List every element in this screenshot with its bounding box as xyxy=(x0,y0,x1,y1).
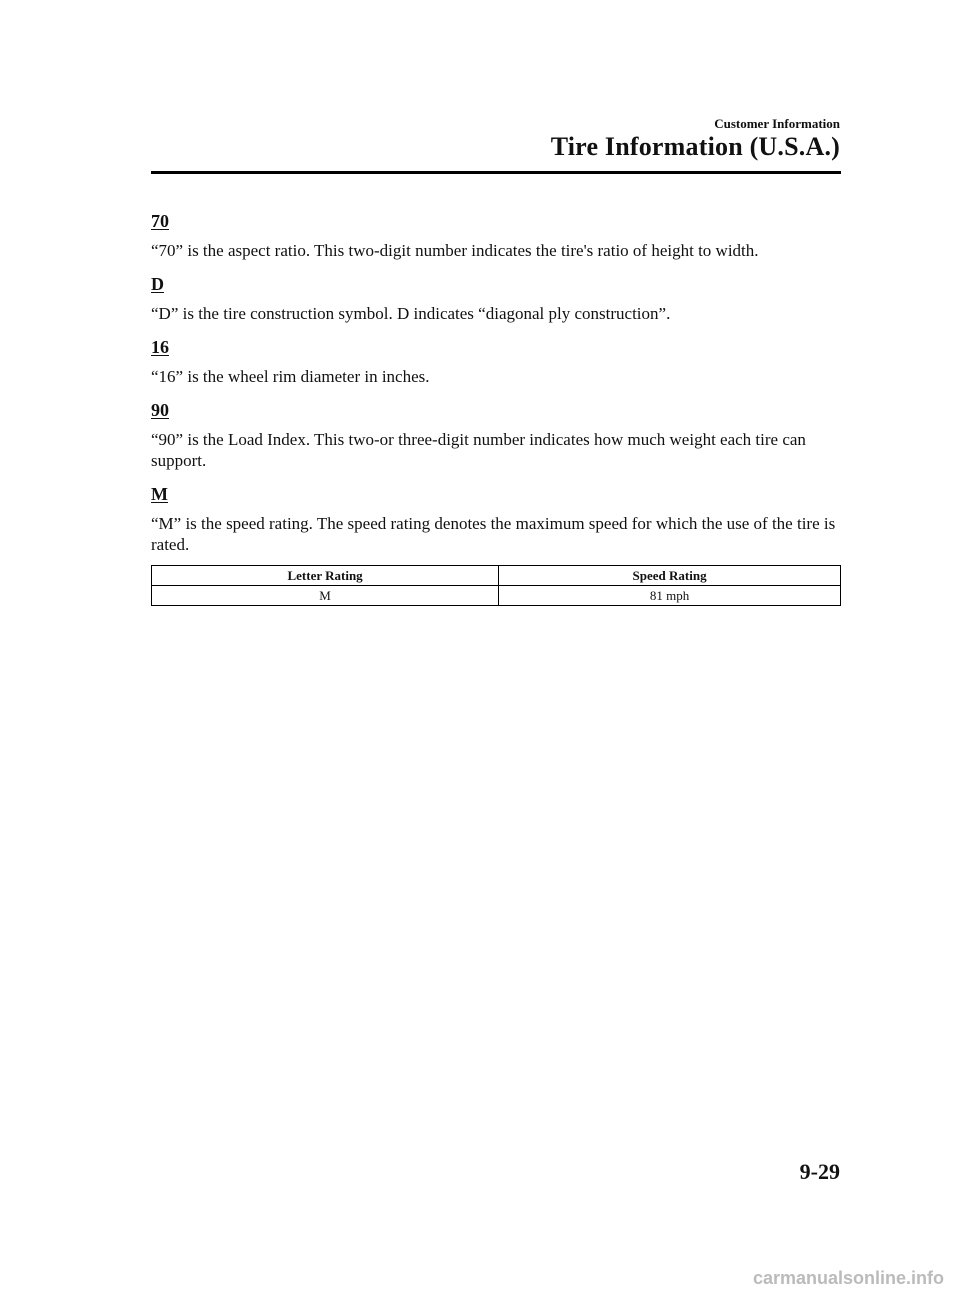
cell-speed-rating: 81 mph xyxy=(499,586,841,606)
main-content xyxy=(151,210,841,606)
term-rim-diameter: 16 xyxy=(151,337,169,357)
section-label: Customer Information xyxy=(714,116,840,131)
header-rule xyxy=(151,171,841,174)
page-title: Tire Information (U.S.A.) xyxy=(550,132,840,161)
term-aspect-ratio: 70 xyxy=(151,211,169,231)
column-header-speed-rating: Speed Rating xyxy=(499,566,841,586)
term-load-index: 90 xyxy=(151,400,169,420)
desc-aspect-ratio: “70” is the aspect ratio. This two-digit number indicates the tire's ratio of height to width. xyxy=(151,241,759,260)
cell-letter-rating: M xyxy=(152,586,499,606)
term-construction: D xyxy=(151,274,164,294)
table-header-row xyxy=(152,566,841,586)
watermark: carmanualsonline.info xyxy=(752,1268,944,1288)
desc-rim-diameter: “16” is the wheel rim diameter in inches. xyxy=(151,367,430,386)
page-number: 9-29 xyxy=(799,1159,840,1184)
term-speed-rating: M xyxy=(151,484,168,504)
column-header-letter-rating: Letter Rating xyxy=(152,566,499,586)
table-row xyxy=(152,586,841,606)
speed-rating-table xyxy=(151,565,841,606)
desc-load-index: “90” is the Load Index. This two-or three-digit number indicates how much weight each tire can support. xyxy=(151,430,806,470)
desc-construction: “D” is the tire construction symbol. D indicates “diagonal ply construction”. xyxy=(151,304,671,323)
desc-speed-rating: “M” is the speed rating. The speed rating denotes the maximum speed for which the use of the tire is rated. xyxy=(151,514,836,554)
